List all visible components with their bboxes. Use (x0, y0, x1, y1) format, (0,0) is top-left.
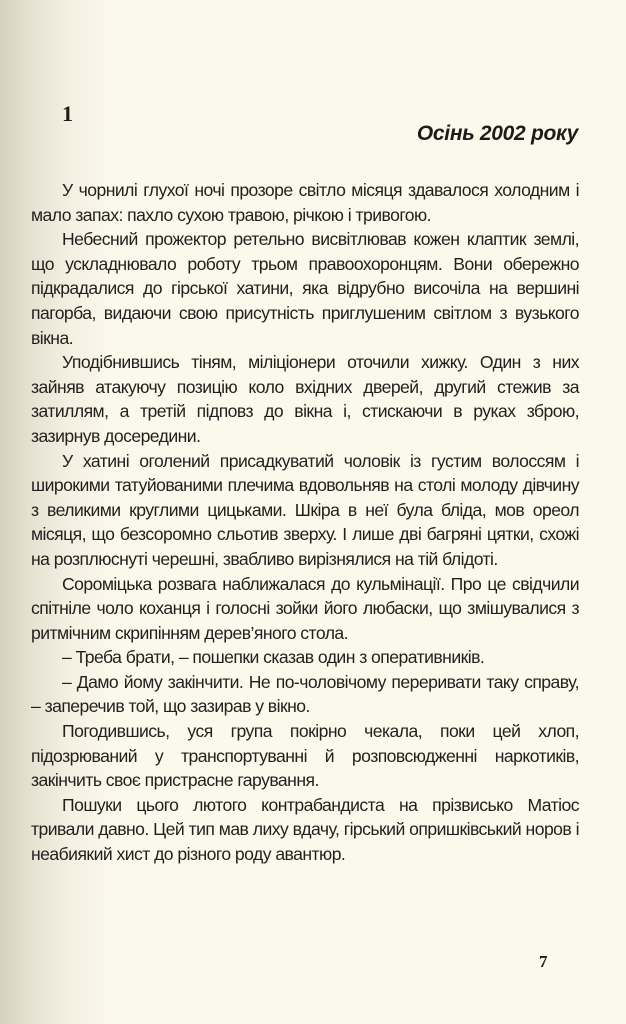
dialogue-line: – Треба брати, – пошепки сказав один з оперативників. (62, 647, 485, 668)
page-number: 7 (539, 952, 548, 971)
paragraph: Сороміцька розвага наближалася до кульмінації. Про це свідчили спітніле чоло коханця і голосні зойки його любаски, що змішувалися з ритмічним скрипінням дерев’яного стола. (31, 573, 579, 643)
chapter-number: 1 (62, 101, 73, 126)
paragraph: Пошуки цього лютого контрабандиста на прізвисько Матіос тривали давно. Цей тип мав лиху вдачу, гірський опришківський норов і неабиякий хист до різного роду авантюр. (31, 794, 579, 865)
dialogue-line: – Дамо йому закінчити. Не по-чоловічому переривати таку справу, – заперечив той, що зазирав у вікно. (31, 671, 579, 717)
paragraph: У хатині оголений присадкуватий чоловік із густим волоссям і широкими татуйованими плечима вдовольняв на столі молоду дівчину з великими круглими цицьками. Шкіра в неї була бліда, мов ореол місяця, що безсоромно сльотив зверху. І лише дві багряні цятки, схожі на розплюснуті черешні, звабливо вирізнялися на тій блідоті. (31, 450, 579, 569)
paragraph: У чорнилі глухої ночі прозоре світло місяця здавалося холодним і мало запах: пахло сухою травою, річкою і тривогою. (31, 180, 579, 225)
paragraph: Уподібнившись тіням, міліціонери оточили хижку. Один з них зайняв атакуючу позицію коло вхідних дверей, другий стежив за затиллям, а третій підповз до вікна і, стискаючи в руках зброю, зазирнув досередини. (31, 352, 579, 446)
paragraph: Небесний прожектор ретельно висвітлював кожен клаптик землі, що ускладнювало роботу трьом правоохоронцям. Вони обережно підкрадалися до гірської хатини, яка відрубно височіла на вершині пагорба, видаючи свою присутність приглушеним світлом з вузького вікна. (31, 229, 579, 348)
paragraph: Погодившись, уся група покірно чекала, поки цей хлоп, підозрюваний у транспортуванні й розповсюдженні наркотиків, закінчить своє пристрасне гарування. (31, 721, 579, 791)
chapter-date-heading: Осінь 2002 року (416, 122, 578, 145)
body-text (31, 178, 579, 867)
